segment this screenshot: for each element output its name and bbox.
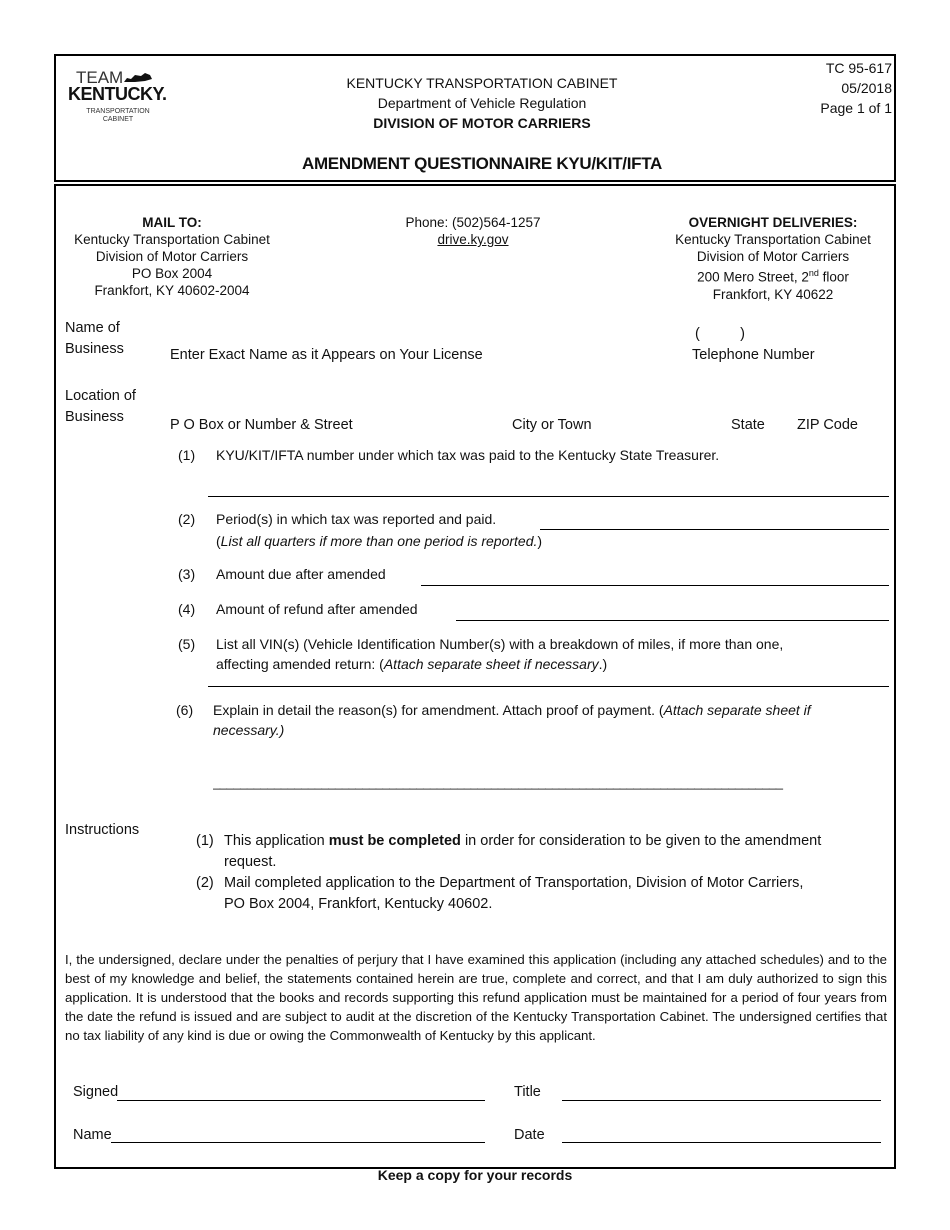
q5-text-2-main: affecting amended return: ( xyxy=(216,656,384,672)
q1-answer-line[interactable] xyxy=(208,496,889,497)
instruction-1-pre: This application xyxy=(224,833,329,849)
q2-number: (2) xyxy=(178,511,196,527)
title-label: Title xyxy=(514,1084,541,1100)
q2-note-italic: List all quarters if more than one period is reported. xyxy=(220,533,538,549)
agency-line-2: Department of Vehicle Regulation xyxy=(377,95,587,111)
location-label-1: Location of xyxy=(65,388,136,404)
business-name-label-2: Business xyxy=(65,341,124,357)
q3-answer-line[interactable] xyxy=(421,585,889,586)
agency-line-3: DIVISION OF MOTOR CARRIERS xyxy=(373,115,591,131)
overnight-line: Kentucky Transportation Cabinet xyxy=(675,232,871,247)
q4-answer-line[interactable] xyxy=(456,620,889,621)
q1-number: (1) xyxy=(178,447,196,463)
q3-text: Amount due after amended xyxy=(216,566,386,582)
instruction-2-line-1: Mail completed application to the Department of Transportation, Division of Motor Carriers, xyxy=(224,875,804,891)
q5-text-1: List all VIN(s) (Vehicle Identification Number(s) with a breakdown of miles, if more than one, xyxy=(216,636,784,652)
name-field[interactable] xyxy=(111,1142,485,1143)
q6-text-1 xyxy=(213,702,811,718)
overnight-heading: OVERNIGHT DELIVERIES: xyxy=(688,215,858,230)
q4-number: (4) xyxy=(178,601,196,617)
q5-text-2-italic: Attach separate sheet if necessary xyxy=(383,656,599,672)
q6-text-italic-1: Attach separate sheet if xyxy=(663,702,811,718)
instruction-2-text xyxy=(224,873,884,915)
zip-field[interactable]: ZIP Code xyxy=(797,417,858,433)
instruction-1-number: (1) xyxy=(196,833,214,849)
q2-answer-line[interactable] xyxy=(540,529,889,530)
overnight-block xyxy=(652,214,894,303)
team-kentucky-logo xyxy=(68,70,172,124)
overnight-street-prefix: 200 Mero Street, 2 xyxy=(697,269,809,285)
agency-block xyxy=(312,73,652,133)
q6-text-italic-2: necessary.) xyxy=(213,722,285,738)
mail-to-line: PO Box 2004 xyxy=(131,266,213,281)
state-field[interactable]: State xyxy=(731,417,765,433)
form-number: TC 95-617 xyxy=(825,60,892,76)
form-title: AMENDMENT QUESTIONNAIRE KYU/KIT/IFTA xyxy=(301,154,663,173)
footer-note: Keep a copy for your records xyxy=(377,1167,573,1183)
logo-sub-text-2: CABINET xyxy=(102,116,134,123)
mail-to-line: Division of Motor Carriers xyxy=(95,249,249,264)
business-name-field[interactable]: Enter Exact Name as it Appears on Your License xyxy=(170,347,483,363)
name-label: Name xyxy=(73,1127,112,1143)
logo-kentucky-text: KENTUCKY. xyxy=(68,84,167,104)
mail-to-block xyxy=(52,214,292,299)
q3-number: (3) xyxy=(178,566,196,582)
signed-label: Signed xyxy=(73,1084,119,1100)
instruction-1-text xyxy=(224,831,884,873)
q5-text-2 xyxy=(216,656,607,672)
instruction-1-bold: must be completed xyxy=(328,833,461,849)
signed-field[interactable] xyxy=(117,1100,485,1101)
instruction-1-post: in order for consideration to be given to the amendment xyxy=(460,833,822,849)
page-number: Page 1 of 1 xyxy=(820,100,892,116)
q1-text: KYU/KIT/IFTA number under which tax was paid to the Kentucky State Treasurer. xyxy=(216,447,720,463)
q6-answer-line[interactable]: ____________________________________________________________________________________ xyxy=(213,775,783,790)
overnight-street xyxy=(652,265,894,286)
q2-note-open: ( xyxy=(216,533,221,549)
agency-line-1: KENTUCKY TRANSPORTATION CABINET xyxy=(346,75,618,91)
city-field[interactable]: City or Town xyxy=(512,417,592,433)
q2-note xyxy=(216,533,542,549)
overnight-street-sup: nd xyxy=(808,268,819,278)
instruction-2-line-2: PO Box 2004, Frankfort, Kentucky 40602. xyxy=(224,896,493,912)
form-id-block xyxy=(820,58,892,118)
instructions-label: Instructions xyxy=(65,822,140,838)
form-date: 05/2018 xyxy=(841,80,892,96)
q2-text: Period(s) in which tax was reported and paid. xyxy=(216,511,497,527)
overnight-street-suffix: floor xyxy=(818,269,849,285)
kentucky-state-icon xyxy=(123,72,153,84)
date-label: Date xyxy=(514,1127,545,1143)
q5-text-2-close: .) xyxy=(598,656,608,672)
telephone-number-label: Telephone Number xyxy=(692,347,815,363)
website-link[interactable]: drive.ky.gov xyxy=(437,232,509,247)
mail-to-line: Kentucky Transportation Cabinet xyxy=(74,232,270,247)
location-label-2: Business xyxy=(65,409,124,425)
q6-number: (6) xyxy=(176,702,194,718)
perjury-declaration: I, the undersigned, declare under the penalties of perjury that I have examined this application (including any attached schedules) and to the best of my knowledge and belief, the statements contained herein are true, complete and correct, and that I am duly authorized to sign this application. It is understood that the books and records supporting this refund application must be maintained for a period of four years from the date the refund is issued and are subject to audit at the discretion of the Kentucky Transportation Cabinet. The undersigned certifies that no tax liability of any kind is due or owing the Commonwealth of Kentucky by this applicant. xyxy=(65,952,887,1043)
q4-text: Amount of refund after amended xyxy=(216,601,418,617)
q6-text-main: Explain in detail the reason(s) for amendment. Attach proof of payment. ( xyxy=(213,702,664,718)
business-name-label xyxy=(65,318,124,360)
q6-text-2 xyxy=(213,722,284,738)
instruction-1-line-2: request. xyxy=(224,854,277,870)
phone-area-code-field[interactable]: ( ) xyxy=(695,326,745,342)
phone-block xyxy=(368,214,578,248)
mail-to-heading: MAIL TO: xyxy=(142,215,202,230)
street-field[interactable]: P O Box or Number & Street xyxy=(170,417,353,433)
title-field[interactable] xyxy=(562,1100,881,1101)
overnight-line: Frankfort, KY 40622 xyxy=(712,286,834,302)
q5-number: (5) xyxy=(178,636,196,652)
mail-to-line: Frankfort, KY 40602-2004 xyxy=(94,283,250,298)
phone-number: Phone: (502)564-1257 xyxy=(405,215,541,230)
location-label xyxy=(65,386,136,428)
date-field[interactable] xyxy=(562,1142,881,1143)
q5-answer-line[interactable] xyxy=(208,686,889,687)
logo-sub-text-1: TRANSPORTATION xyxy=(86,108,150,115)
q2-note-close: ) xyxy=(537,533,543,549)
overnight-line: Division of Motor Carriers xyxy=(696,249,850,264)
business-name-label-1: Name of xyxy=(65,320,120,336)
logo-team-text: TEAM xyxy=(76,68,124,87)
instruction-2-number: (2) xyxy=(196,875,214,891)
